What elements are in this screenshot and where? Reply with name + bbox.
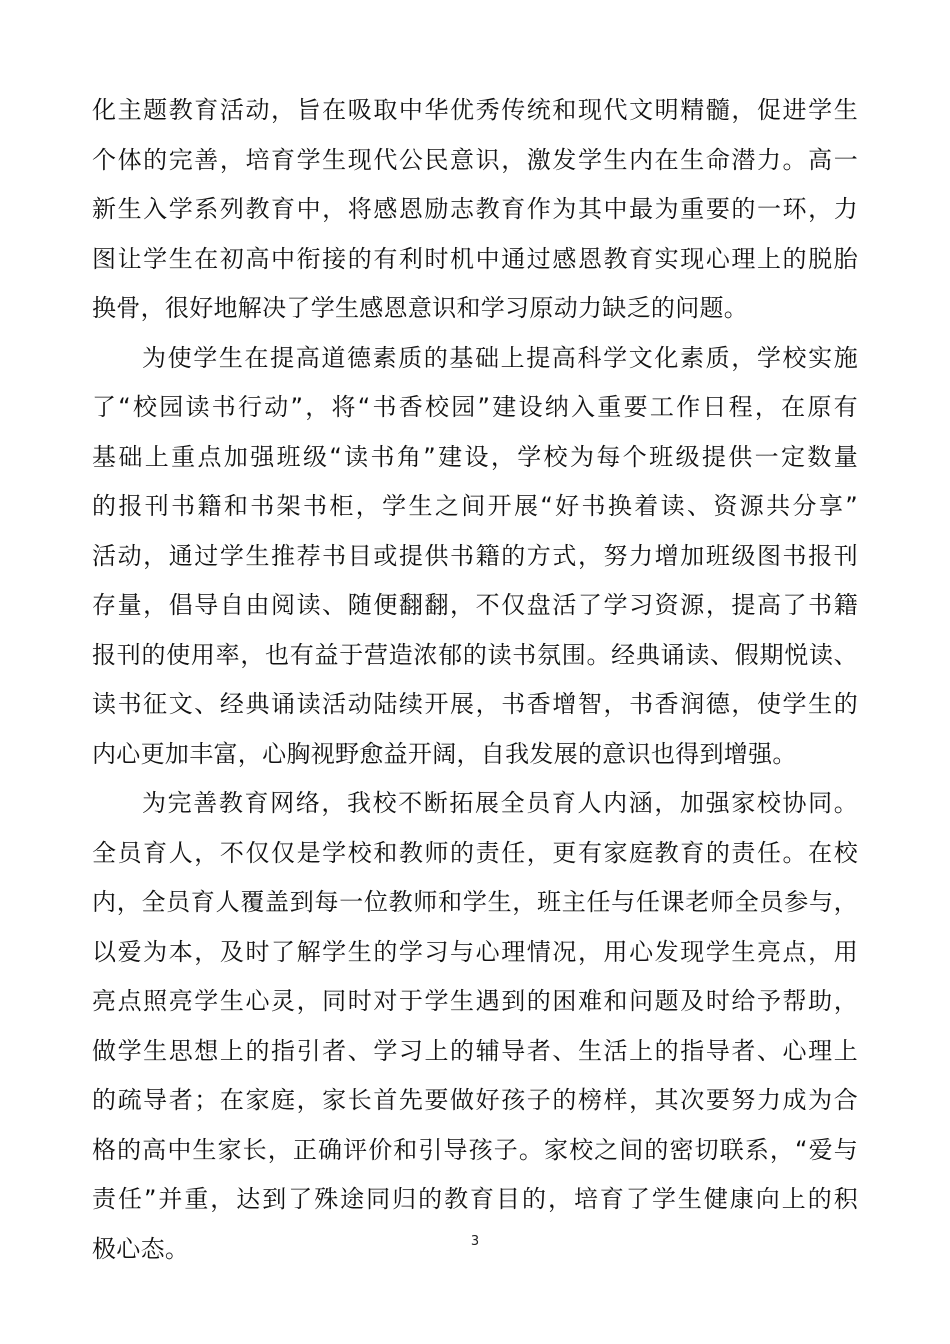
text-line: 基础上重点加强班级“读书角”建设，学校为每个班级提供一定数量 [92, 442, 858, 471]
paragraph-3 [92, 779, 858, 1274]
text-line: 内，全员育人覆盖到每一位教师和学生，班主任与任课老师全员参与， [92, 888, 858, 916]
text-line: 全员育人，不仅仅是学校和教师的责任，更有家庭教育的责任。在校 [92, 838, 858, 867]
text-line: 的报刊书籍和书架书柜，学生之间开展“好书换着读、资源共分享” [92, 492, 858, 520]
text-line: 亮点照亮学生心灵，同时对于学生遇到的困难和问题及时给予帮助， [92, 987, 858, 1015]
paragraph-1 [92, 86, 858, 334]
paragraph-2 [92, 334, 858, 780]
text-line: 个体的完善，培育学生现代公民意识，激发学生内在生命潜力。高一 [92, 145, 858, 174]
text-line: 图让学生在初高中衔接的有利时机中通过感恩教育实现心理上的脱胎 [92, 244, 858, 273]
text-line: 读书征文、经典诵读活动陆续开展，书香增智，书香润德，使学生的 [92, 690, 858, 718]
page-number: 3 [470, 1234, 480, 1249]
text-line: 内心更加丰富，心胸视野愈益开阔，自我发展的意识也得到增强。 [92, 739, 797, 768]
text-line: 极心态。 [92, 1234, 190, 1263]
text-line: 责任”并重，达到了殊途同归的教育目的，培育了学生健康向上的积 [92, 1185, 858, 1213]
text-line: 化主题教育活动，旨在吸取中华优秀传统和现代文明精髓，促进学生 [92, 96, 858, 124]
text-line: 换骨，很好地解决了学生感恩意识和学习原动力缺乏的问题。 [92, 294, 749, 322]
text-line: 的疏导者；在家庭，家长首先要做好孩子的榜样，其次要努力成为合 [92, 1086, 858, 1114]
text-line: 了“校园读书行动”，将“书香校园”建设纳入重要工作日程，在原有 [92, 393, 858, 421]
text-line: 存量，倡导自由阅读、随便翻翻，不仅盘活了学习资源，提高了书籍 [92, 591, 858, 619]
text-line: 报刊的使用率，也有益于营造浓郁的读书氛围。经典诵读、假期悦读、 [92, 640, 858, 669]
text-line: 为使学生在提高道德素质的基础上提高科学文化素质，学校实施 [142, 343, 858, 372]
text-line: 活动，通过学生推荐书目或提供书籍的方式，努力增加班级图书报刊 [92, 541, 858, 570]
document-body [92, 86, 858, 1274]
text-line: 以爱为本，及时了解学生的学习与心理情况，用心发现学生亮点，用 [92, 937, 858, 966]
text-line: 新生入学系列教育中，将感恩励志教育作为其中最为重要的一环，力 [92, 195, 858, 223]
text-line: 格的高中生家长，正确评价和引导孩子。家校之间的密切联系，“爱与 [92, 1135, 858, 1164]
text-line: 为完善教育网络，我校不断拓展全员育人内涵，加强家校协同。 [142, 789, 858, 817]
text-line: 做学生思想上的指引者、学习上的辅导者、生活上的指导者、心理上 [92, 1036, 858, 1065]
